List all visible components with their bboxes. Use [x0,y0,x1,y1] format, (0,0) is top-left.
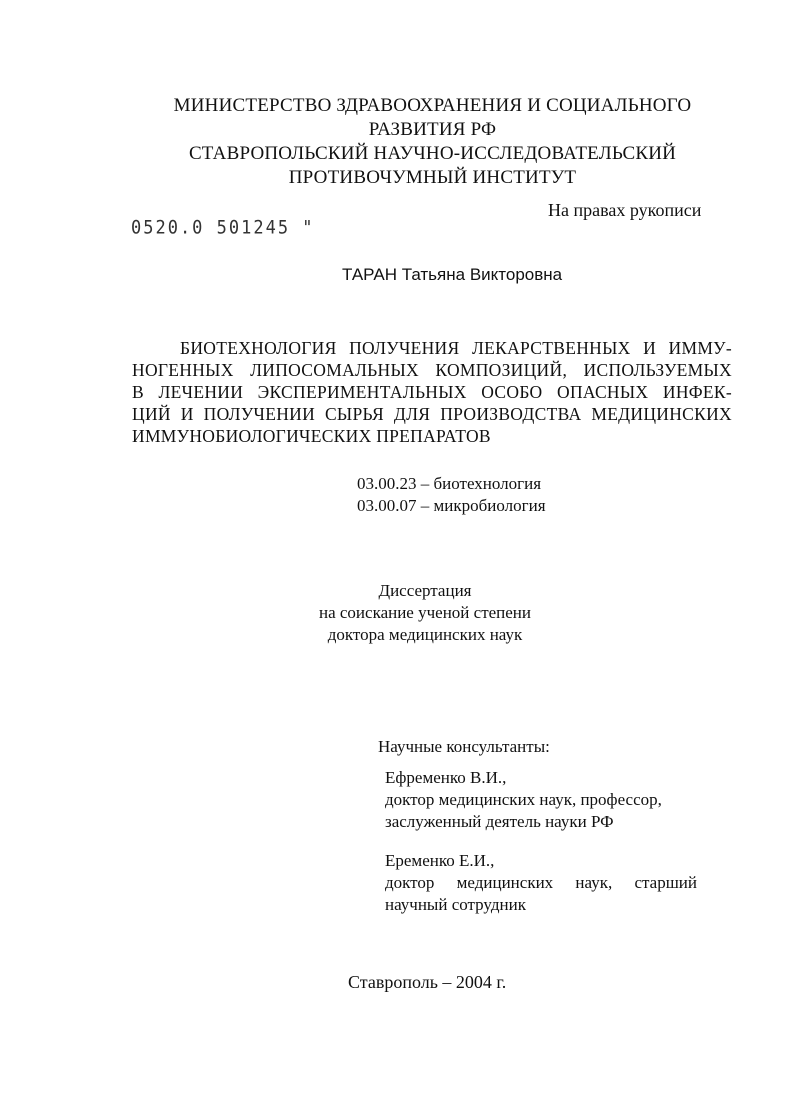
consultant-name: Ефременко В.И., [385,768,507,787]
title-line: ЦИЙ И ПОЛУЧЕНИИ СЫРЬЯ ДЛЯ ПРОИЗВОДСТВА МЕДИЦИНСКИХ [132,404,732,424]
consultant-entry [385,850,697,916]
title-line: БИОТЕХНОЛОГИЯ ПОЛУЧЕНИЯ ЛЕКАРСТВЕННЫХ И ИММУ- [180,338,732,358]
registration-code: 0520.0 501245 " [131,217,315,239]
specialty-codes [357,473,546,517]
rights-note: На правах рукописи [548,200,702,220]
specialty-item: 03.00.07 – микробиология [357,496,546,515]
consultant-entry [385,767,697,833]
title-line: ИММУНОБИОЛОГИЧЕСКИХ ПРЕПАРАТОВ [132,426,491,446]
dissertation-title [132,337,732,447]
consultants-heading: Научные консультанты: [378,737,550,756]
degree-block [280,580,570,646]
consultant-detail: заслуженный деятель науки РФ [385,812,614,831]
ministry-line: МИНИСТЕРСТВО ЗДРАВООХРАНЕНИЯ И СОЦИАЛЬНОГО [173,95,692,116]
degree-type: Диссертация [378,581,472,600]
consultant-name: Еременко Е.И., [385,851,495,870]
consultant-detail: доктор медицинских наук, профессор, [385,790,662,809]
degree-level: доктора медицинских наук [327,625,523,644]
consultant-detail: доктор медицинских наук, старший [385,873,697,892]
author-name: ТАРАН Татьяна Викторовна [342,265,563,284]
ministry-header [100,94,765,190]
title-line: НОГЕННЫХ ЛИПОСОМАЛЬНЫХ КОМПОЗИЦИЙ, ИСПОЛЬЗУЕМЫХ [132,360,732,380]
city-year: Ставрополь – 2004 г. [348,972,507,992]
degree-purpose: на соискание ученой степени [318,603,532,622]
institute-line: СТАВРОПОЛЬСКИЙ НАУЧНО-ИССЛЕДОВАТЕЛЬСКИЙ [188,143,677,164]
consultant-detail: научный сотрудник [385,895,526,914]
institute-line: ПРОТИВОЧУМНЫЙ ИНСТИТУТ [288,167,577,188]
ministry-line: РАЗВИТИЯ РФ [368,119,497,140]
title-line: В ЛЕЧЕНИИ ЭКСПЕРИМЕНТАЛЬНЫХ ОСОБО ОПАСНЫХ ИНФЕК- [132,382,732,402]
specialty-item: 03.00.23 – биотехнология [357,474,542,493]
